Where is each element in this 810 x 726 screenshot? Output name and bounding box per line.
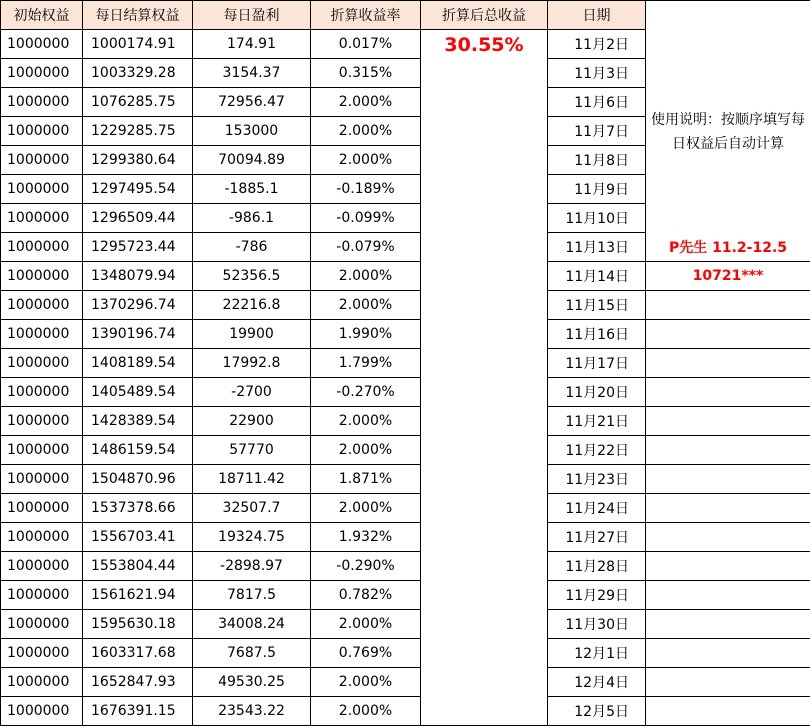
cell-total-return-blank[interactable] (421, 407, 548, 436)
cell-initial-equity[interactable]: 1000000 (1, 407, 83, 436)
blank-cell[interactable] (646, 349, 810, 378)
cell-return-rate[interactable]: 1.932% (311, 523, 421, 552)
cell-daily-equity[interactable]: 1428389.54 (83, 407, 193, 436)
header-daily-equity[interactable]: 每日结算权益 (83, 1, 193, 30)
cell-daily-profit[interactable]: 3154.37 (193, 59, 311, 88)
usage-note[interactable]: 使用说明：按顺序填写每日权益后自动计算 (646, 59, 810, 204)
cell-daily-profit[interactable]: 19900 (193, 320, 311, 349)
cell-total-return-blank[interactable] (421, 523, 548, 552)
cell-daily-profit[interactable]: 7817.5 (193, 581, 311, 610)
cell-daily-profit[interactable]: -786 (193, 233, 311, 262)
cell-total-return-blank[interactable] (421, 465, 548, 494)
cell-daily-profit[interactable]: 57770 (193, 436, 311, 465)
cell-daily-equity[interactable]: 1390196.74 (83, 320, 193, 349)
cell-total-return-blank[interactable] (421, 639, 548, 668)
header-date[interactable]: 日期 (548, 1, 646, 30)
cell-daily-profit[interactable]: 72956.47 (193, 88, 311, 117)
cell-initial-equity[interactable]: 1000000 (1, 668, 83, 697)
cell-date[interactable]: 11月14日 (548, 262, 646, 291)
cell-daily-equity[interactable]: 1299380.64 (83, 146, 193, 175)
cell-date[interactable]: 11月20日 (548, 378, 646, 407)
cell-total-return-blank[interactable] (421, 59, 548, 88)
cell-return-rate[interactable]: 1.871% (311, 465, 421, 494)
cell-daily-equity[interactable]: 1652847.93 (83, 668, 193, 697)
blank-cell[interactable] (646, 552, 810, 581)
cell-daily-profit[interactable]: 17992.8 (193, 349, 311, 378)
cell-return-rate[interactable]: 0.782% (311, 581, 421, 610)
cell-date[interactable]: 11月7日 (548, 117, 646, 146)
cell-initial-equity[interactable]: 1000000 (1, 610, 83, 639)
cell-daily-equity[interactable]: 1556703.41 (83, 523, 193, 552)
cell-daily-profit[interactable]: -2700 (193, 378, 311, 407)
cell-initial-equity[interactable]: 1000000 (1, 30, 83, 59)
cell-date[interactable]: 11月28日 (548, 552, 646, 581)
cell-date[interactable]: 11月8日 (548, 146, 646, 175)
cell-total-return-blank[interactable] (421, 552, 548, 581)
cell-initial-equity[interactable]: 1000000 (1, 291, 83, 320)
cell-date[interactable]: 11月30日 (548, 610, 646, 639)
cell-daily-profit[interactable]: 52356.5 (193, 262, 311, 291)
cell-return-rate[interactable]: -0.270% (311, 378, 421, 407)
blank-cell[interactable] (646, 291, 810, 320)
cell-initial-equity[interactable]: 1000000 (1, 59, 83, 88)
cell-daily-equity[interactable]: 1229285.75 (83, 117, 193, 146)
cell-daily-profit[interactable]: 22216.8 (193, 291, 311, 320)
cell-daily-profit[interactable]: 153000 (193, 117, 311, 146)
cell-return-rate[interactable]: 2.000% (311, 291, 421, 320)
cell-initial-equity[interactable]: 1000000 (1, 697, 83, 726)
cell-date[interactable]: 11月23日 (548, 465, 646, 494)
cell-daily-equity[interactable]: 1595630.18 (83, 610, 193, 639)
cell-daily-equity[interactable]: 1504870.96 (83, 465, 193, 494)
cell-total-return-blank[interactable] (421, 581, 548, 610)
cell-total-return-blank[interactable] (421, 697, 548, 726)
cell-date[interactable]: 11月10日 (548, 204, 646, 233)
cell-initial-equity[interactable]: 1000000 (1, 349, 83, 378)
cell-initial-equity[interactable]: 1000000 (1, 233, 83, 262)
cell-total-return-blank[interactable] (421, 668, 548, 697)
cell-total-return-blank[interactable] (421, 610, 548, 639)
cell-initial-equity[interactable]: 1000000 (1, 204, 83, 233)
user-label[interactable]: P先生 11.2-12.5 (646, 233, 810, 262)
cell-daily-profit[interactable]: 32507.7 (193, 494, 311, 523)
cell-date[interactable]: 11月9日 (548, 175, 646, 204)
cell-return-rate[interactable]: 1.799% (311, 349, 421, 378)
cell-daily-equity[interactable]: 1408189.54 (83, 349, 193, 378)
cell-daily-equity[interactable]: 1297495.54 (83, 175, 193, 204)
cell-daily-equity[interactable]: 1000174.91 (83, 30, 193, 59)
header-initial-equity[interactable]: 初始权益 (1, 1, 83, 30)
cell-initial-equity[interactable]: 1000000 (1, 378, 83, 407)
cell-daily-profit[interactable]: -986.1 (193, 204, 311, 233)
cell-return-rate[interactable]: -0.290% (311, 552, 421, 581)
cell-daily-profit[interactable]: 7687.5 (193, 639, 311, 668)
cell-total-return-blank[interactable] (421, 349, 548, 378)
blank-cell[interactable] (646, 204, 810, 233)
cell-return-rate[interactable]: -0.189% (311, 175, 421, 204)
cell-daily-equity[interactable]: 1537378.66 (83, 494, 193, 523)
cell-initial-equity[interactable]: 1000000 (1, 320, 83, 349)
cell-daily-profit[interactable]: 18711.42 (193, 465, 311, 494)
blank-cell[interactable] (646, 1, 810, 30)
cell-daily-equity[interactable]: 1561621.94 (83, 581, 193, 610)
blank-cell[interactable] (646, 668, 810, 697)
cell-total-return-blank[interactable] (421, 146, 548, 175)
blank-cell[interactable] (646, 465, 810, 494)
cell-total-return-blank[interactable] (421, 436, 548, 465)
user-account[interactable]: 10721*** (646, 262, 810, 291)
cell-return-rate[interactable]: 1.990% (311, 320, 421, 349)
cell-date[interactable]: 11月2日 (548, 30, 646, 59)
cell-date[interactable]: 12月1日 (548, 639, 646, 668)
cell-daily-profit[interactable]: 70094.89 (193, 146, 311, 175)
cell-total-return-blank[interactable] (421, 320, 548, 349)
cell-return-rate[interactable]: 2.000% (311, 146, 421, 175)
cell-date[interactable]: 11月17日 (548, 349, 646, 378)
cell-daily-profit[interactable]: 174.91 (193, 30, 311, 59)
cell-date[interactable]: 11月6日 (548, 88, 646, 117)
cell-date[interactable]: 12月5日 (548, 697, 646, 726)
cell-date[interactable]: 11月29日 (548, 581, 646, 610)
cell-date[interactable]: 11月3日 (548, 59, 646, 88)
cell-total-return-blank[interactable] (421, 117, 548, 146)
cell-initial-equity[interactable]: 1000000 (1, 117, 83, 146)
cell-return-rate[interactable]: 2.000% (311, 610, 421, 639)
cell-total-return-blank[interactable] (421, 378, 548, 407)
blank-cell[interactable] (646, 610, 810, 639)
cell-initial-equity[interactable]: 1000000 (1, 88, 83, 117)
cell-daily-equity[interactable]: 1676391.15 (83, 697, 193, 726)
cell-initial-equity[interactable]: 1000000 (1, 262, 83, 291)
cell-daily-equity[interactable]: 1348079.94 (83, 262, 193, 291)
cell-daily-profit[interactable]: -2898.97 (193, 552, 311, 581)
cell-date[interactable]: 11月16日 (548, 320, 646, 349)
cell-daily-profit[interactable]: 23543.22 (193, 697, 311, 726)
cell-total-return-blank[interactable] (421, 262, 548, 291)
cell-total-return-blank[interactable] (421, 204, 548, 233)
cell-daily-profit[interactable]: 22900 (193, 407, 311, 436)
cell-initial-equity[interactable]: 1000000 (1, 581, 83, 610)
cell-return-rate[interactable]: 2.000% (311, 494, 421, 523)
cell-daily-equity[interactable]: 1370296.74 (83, 291, 193, 320)
cell-return-rate[interactable]: 2.000% (311, 436, 421, 465)
cell-date[interactable]: 11月27日 (548, 523, 646, 552)
cell-return-rate[interactable]: 2.000% (311, 117, 421, 146)
blank-cell[interactable] (646, 639, 810, 668)
cell-return-rate[interactable]: 2.000% (311, 668, 421, 697)
cell-total-return-blank[interactable] (421, 494, 548, 523)
blank-cell[interactable] (646, 581, 810, 610)
cell-date[interactable]: 11月24日 (548, 494, 646, 523)
header-total-return[interactable]: 折算后总收益 (421, 1, 548, 30)
cell-initial-equity[interactable]: 1000000 (1, 523, 83, 552)
cell-date[interactable]: 11月21日 (548, 407, 646, 436)
cell-initial-equity[interactable]: 1000000 (1, 146, 83, 175)
cell-daily-equity[interactable]: 1405489.54 (83, 378, 193, 407)
header-daily-profit[interactable]: 每日盈利 (193, 1, 311, 30)
cell-return-rate[interactable]: 0.315% (311, 59, 421, 88)
cell-total-return-blank[interactable] (421, 291, 548, 320)
cell-return-rate[interactable]: -0.099% (311, 204, 421, 233)
cell-return-rate[interactable]: -0.079% (311, 233, 421, 262)
blank-cell[interactable] (646, 30, 810, 59)
cell-total-return-blank[interactable] (421, 233, 548, 262)
cell-daily-profit[interactable]: -1885.1 (193, 175, 311, 204)
cell-daily-equity[interactable]: 1603317.68 (83, 639, 193, 668)
cell-return-rate[interactable]: 2.000% (311, 697, 421, 726)
total-return-value[interactable]: 30.55% (421, 30, 548, 59)
cell-date[interactable]: 11月22日 (548, 436, 646, 465)
cell-daily-equity[interactable]: 1296509.44 (83, 204, 193, 233)
cell-daily-equity[interactable]: 1076285.75 (83, 88, 193, 117)
cell-return-rate[interactable]: 2.000% (311, 262, 421, 291)
cell-daily-equity[interactable]: 1003329.28 (83, 59, 193, 88)
cell-return-rate[interactable]: 2.000% (311, 407, 421, 436)
cell-daily-profit[interactable]: 19324.75 (193, 523, 311, 552)
blank-cell[interactable] (646, 523, 810, 552)
cell-daily-equity[interactable]: 1486159.54 (83, 436, 193, 465)
cell-daily-equity[interactable]: 1295723.44 (83, 233, 193, 262)
cell-return-rate[interactable]: 0.017% (311, 30, 421, 59)
blank-cell[interactable] (646, 436, 810, 465)
blank-cell[interactable] (646, 697, 810, 726)
cell-initial-equity[interactable]: 1000000 (1, 436, 83, 465)
cell-initial-equity[interactable]: 1000000 (1, 465, 83, 494)
cell-return-rate[interactable]: 2.000% (311, 88, 421, 117)
blank-cell[interactable] (646, 320, 810, 349)
cell-daily-equity[interactable]: 1553804.44 (83, 552, 193, 581)
cell-date[interactable]: 11月13日 (548, 233, 646, 262)
cell-initial-equity[interactable]: 1000000 (1, 639, 83, 668)
cell-date[interactable]: 12月4日 (548, 668, 646, 697)
cell-daily-profit[interactable]: 34008.24 (193, 610, 311, 639)
cell-initial-equity[interactable]: 1000000 (1, 552, 83, 581)
cell-initial-equity[interactable]: 1000000 (1, 494, 83, 523)
cell-total-return-blank[interactable] (421, 175, 548, 204)
cell-date[interactable]: 11月15日 (548, 291, 646, 320)
blank-cell[interactable] (646, 407, 810, 436)
cell-total-return-blank[interactable] (421, 88, 548, 117)
cell-initial-equity[interactable]: 1000000 (1, 175, 83, 204)
cell-daily-profit[interactable]: 49530.25 (193, 668, 311, 697)
blank-cell[interactable] (646, 378, 810, 407)
cell-return-rate[interactable]: 0.769% (311, 639, 421, 668)
blank-cell[interactable] (646, 494, 810, 523)
header-return-rate[interactable]: 折算收益率 (311, 1, 421, 30)
